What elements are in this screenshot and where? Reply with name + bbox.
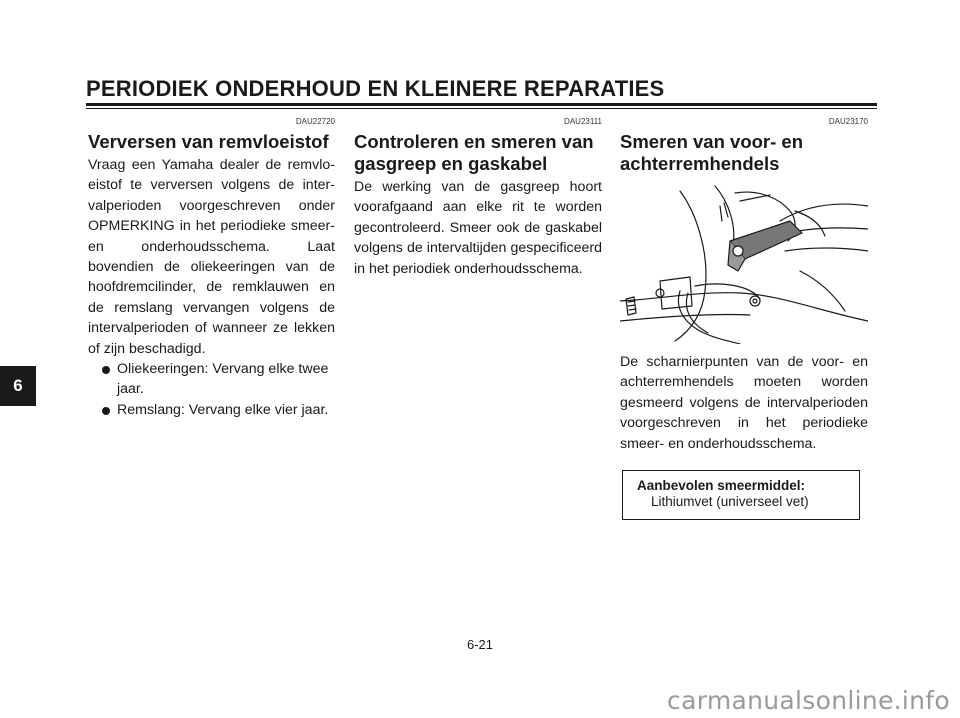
- page-number: 6-21: [466, 637, 494, 652]
- lubricant-text: Lithiumvet (universeel vet): [651, 494, 809, 510]
- lubricant-title: Aanbevolen smeermiddel:: [637, 478, 806, 494]
- header-rule-thick: [86, 103, 877, 106]
- bullet-item: [102, 400, 335, 420]
- bullet-item: [102, 359, 335, 400]
- header-rule-thin: [86, 108, 877, 109]
- bullet-list: [88, 359, 335, 420]
- section-heading: Controleren en smeren van gasgreep en gaskabel: [354, 131, 594, 174]
- page-header-title: PERIODIEK ONDERHOUD EN KLEINERE REPARATIES: [86, 76, 665, 101]
- section-code: DAU23170: [828, 117, 868, 126]
- brake-lever-illustration: [620, 181, 868, 344]
- section-code: DAU22720: [295, 117, 335, 126]
- chapter-tab: 6: [0, 366, 36, 406]
- recommended-lubricant-box: [622, 470, 860, 520]
- column-brake-fluid: [88, 115, 335, 420]
- column-throttle: [354, 115, 602, 279]
- section-heading: Smeren van voor- en achterremhendels: [620, 131, 804, 174]
- bullet-text: Remslang: Vervang elke vier jaar.: [117, 401, 329, 418]
- section-paragraph: Vraag een Yamaha dealer de remvloeistof te verversen volgens de intervalperioden voorgeschreven onder OPMERKING in het periodieke smeer- en onderhoudsschema. Laat bovendien de oliekeeringen van de hoofdremcilinder, de remklauwen en de remslang vervangen volgens de intervalperioden of wanneer ze lekken of zijn beschadigd.: [88, 157, 335, 357]
- bullet-text: Oliekeeringen: Vervang elke twee jaar.: [117, 361, 329, 398]
- section-paragraph: De werking van de gasgreep hoort voorafgaand aan elke rit te worden gecontroleerd. Smeer ook de gaskabel volgens de intervaltijden gespecificeerd in het periodiek onderhoudsschema.: [354, 179, 602, 277]
- section-paragraph: De scharnierpunten van de voor- en achterremhendels moeten worden gesmeerd volgens de intervalperioden voorgeschreven in het periodieke smeer- en onderhoudsschema.: [620, 354, 868, 452]
- bullet-dot-icon: [102, 366, 110, 374]
- watermark: carmanualsonline.info: [667, 686, 950, 715]
- bullet-dot-icon: [102, 407, 110, 415]
- section-code: DAU23111: [564, 117, 602, 126]
- section-heading: Verversen van remvloeistof: [88, 131, 329, 152]
- column-brake-levers: [620, 115, 868, 520]
